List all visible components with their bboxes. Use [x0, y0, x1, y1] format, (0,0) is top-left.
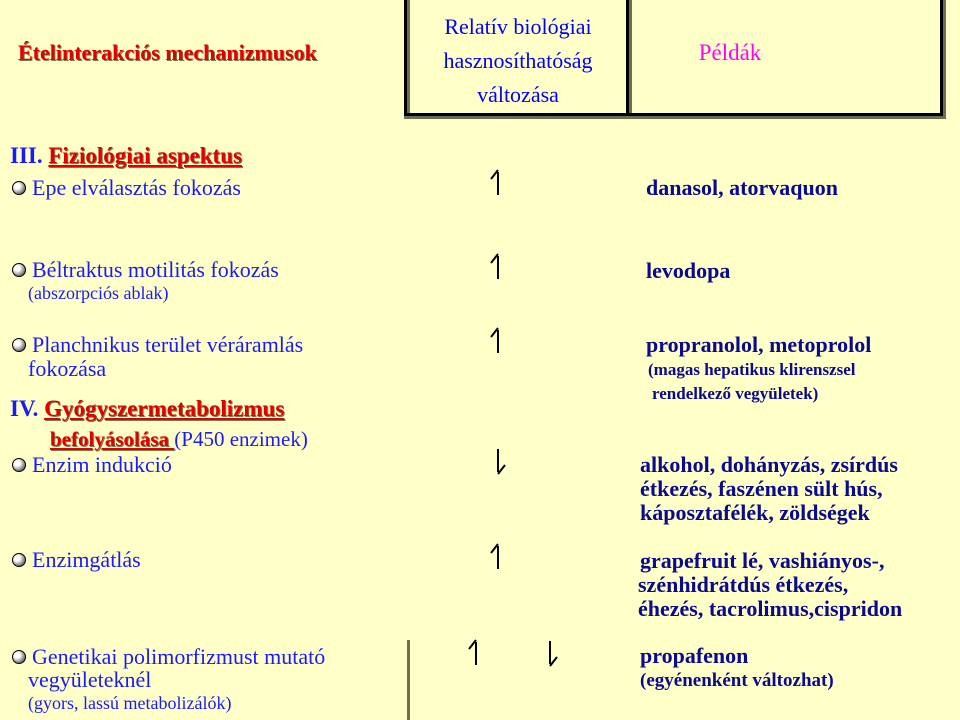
- row-beltraktus-example: levodopa: [646, 258, 731, 283]
- header-right-edge-shadow: [943, 0, 946, 119]
- arrow-up-icon: [488, 326, 508, 354]
- bullet-icon: [12, 650, 26, 664]
- row-planchnikus-example-sub1: (magas hepatikus klirenszsel: [648, 360, 856, 379]
- row-enzimgatlas-example1: grapefruit lé, vashiányos-,: [640, 548, 885, 573]
- row-enzimgatlas-example2: szénhidrátdús étkezés,: [638, 572, 849, 597]
- section-3-number: III.: [10, 143, 49, 168]
- row-genetikai-text: Genetikai polimorfizmust mutató: [32, 644, 326, 669]
- header-examples: Példák: [698, 40, 762, 65]
- section-4-title-line2: befolyásolása: [50, 427, 175, 451]
- bullet-icon: [12, 263, 26, 277]
- row-genetikai-label2: vegyületeknél: [28, 667, 152, 692]
- row-enzim-indukcio-example1: alkohol, dohányzás, zsírdús: [640, 452, 898, 477]
- header-mechanisms: Ételinterakciós mechanizmusok: [18, 40, 317, 65]
- header-bioavailability-line2: hasznosíthatóság: [443, 48, 593, 73]
- section-4-title-line1: Gyógyszermetabolizmus: [44, 396, 285, 421]
- arrow-up-icon: [488, 168, 508, 196]
- bullet-icon: [12, 553, 26, 567]
- row-planchnikus-example-sub2: rendelkező vegyületek): [652, 384, 819, 403]
- row-enzim-indukcio-text: Enzim indukció: [32, 452, 172, 477]
- section-4-suffix: (P450 enzimek): [174, 427, 308, 451]
- arrow-down-icon: [488, 448, 508, 476]
- row-beltraktus-text: Béltraktus motilitás fokozás: [32, 257, 279, 282]
- body-divider-shadow: [407, 640, 410, 720]
- row-genetikai-example: propafenon: [640, 643, 749, 668]
- row-planchnikus-label2: fokozása: [28, 356, 107, 381]
- section-3-title: Fiziológiai aspektus: [48, 143, 242, 168]
- row-genetikai-example-sub: (egyénenként változhat): [640, 670, 834, 691]
- header-bottom-line-right-shadow: [629, 116, 945, 119]
- header-bioavailability-line3: változása: [477, 82, 559, 107]
- row-planchnikus-text: Planchnikus terület véráramlás: [32, 332, 304, 357]
- section-4-heading-line2: [50, 427, 308, 452]
- header-bottom-line-mid-shadow: [404, 116, 632, 119]
- section-4-heading: [10, 396, 284, 422]
- row-epe-text: Epe elválasztás fokozás: [32, 175, 241, 200]
- row-epe-example: danasol, atorvaquon: [646, 175, 838, 200]
- bullet-icon: [12, 338, 26, 352]
- row-planchnikus-example: propranolol, metoprolol: [646, 332, 872, 357]
- row-enzimgatlas-label: [12, 547, 141, 573]
- row-epe-label: [12, 175, 241, 201]
- row-genetikai-sub: (gyors, lassú metabolizálók): [28, 693, 232, 713]
- arrow-up-icon: [466, 638, 486, 666]
- section-4-number: IV.: [10, 396, 45, 421]
- header-bioavailability: [410, 10, 626, 112]
- row-enzim-indukcio-example2: étkezés, faszénen sült hús,: [640, 476, 883, 501]
- section-3-heading: [10, 143, 242, 169]
- row-enzim-indukcio-example3: káposztafélék, zöldségek: [640, 500, 870, 525]
- row-beltraktus-sub: (abszorpciós ablak): [28, 283, 169, 303]
- bullet-icon: [12, 458, 26, 472]
- row-enzimgatlas-text: Enzimgátlás: [32, 547, 141, 572]
- arrow-up-icon: [488, 252, 508, 280]
- row-enzimgatlas-example3: éhezés, tacrolimus,cispridon: [638, 596, 903, 621]
- header-bioavailability-line1: Relatív biológiai: [444, 14, 592, 39]
- row-beltraktus-label: [12, 257, 279, 283]
- row-enzim-indukcio-label: [12, 452, 172, 478]
- bullet-icon: [12, 181, 26, 195]
- arrow-up-icon: [488, 542, 508, 570]
- row-planchnikus-label: [12, 332, 303, 358]
- arrow-down-icon: [540, 640, 560, 668]
